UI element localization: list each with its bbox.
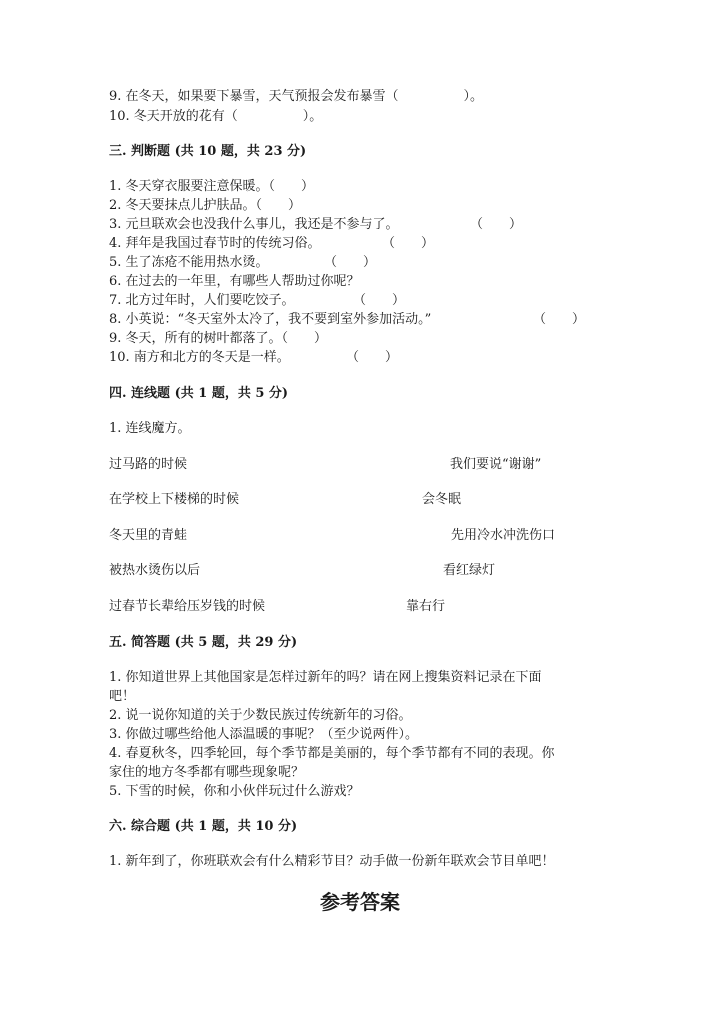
judge-item-1: 1. 冬天穿衣服要注意保暖。（ ） xyxy=(109,179,315,194)
section-heading-comprehensive: 六. 综合题 (共 1 题，共 10 分) xyxy=(109,819,298,834)
section-heading-matching: 四. 连线题 (共 1 题，共 5 分) xyxy=(109,386,289,401)
judge-item-5: 5. 生了冻疮不能用热水烫。 xyxy=(109,255,269,270)
section-heading-judge: 三. 判断题 (共 10 题，共 23 分) xyxy=(109,144,307,159)
fill-in-question-10: 10. 冬天开放的花有（ ）。 xyxy=(109,109,323,124)
short-answer-line: 吧！ xyxy=(109,689,136,704)
fill-in-question-9: 9. 在冬天，如果要下暴雪，天气预报会发布暴雪（ ）。 xyxy=(109,89,484,104)
matching-left-item-3: 冬天里的青蛙 xyxy=(109,528,188,543)
matching-question: 1. 连线魔方。 xyxy=(109,421,191,436)
matching-right-item-1: 我们要说“谢谢” xyxy=(450,457,542,472)
judge-item-2: 2. 冬天要抹点儿护肤品。（ ） xyxy=(109,198,302,213)
judge-item-3-answer-blank: （ ） xyxy=(470,217,523,232)
short-answer-line: 3. 你做过哪些给他人添温暖的事呢？（至少说两件）。 xyxy=(109,727,419,742)
matching-right-item-4: 看红绿灯 xyxy=(443,563,496,578)
judge-item-4: 4. 拜年是我国过春节时的传统习俗。 xyxy=(109,236,321,251)
matching-left-item-5: 过春节长辈给压岁钱的时候 xyxy=(109,599,266,614)
section-heading-short-answer: 五. 简答题 (共 5 题，共 29 分) xyxy=(109,635,298,650)
judge-item-5-answer-blank: （ ） xyxy=(324,255,377,270)
matching-left-item-4: 被热水烫伤以后 xyxy=(109,563,201,578)
matching-left-item-1: 过马路的时候 xyxy=(109,457,188,472)
short-answer-line: 家住的地方冬季都有哪些现象呢？ xyxy=(109,765,305,780)
matching-right-item-5: 靠右行 xyxy=(406,599,446,614)
comprehensive-question: 1. 新年到了，你班联欢会有什么精彩节目？动手做一份新年联欢会节目单吧！ xyxy=(109,854,555,869)
judge-item-8-answer-blank: （ ） xyxy=(533,312,586,327)
judge-item-7: 7. 北方过年时，人们要吃饺子。 xyxy=(109,293,295,308)
short-answer-line: 5. 下雪的时候，你和小伙伴玩过什么游戏？ xyxy=(109,784,360,799)
judge-item-10: 10. 南方和北方的冬天是一样。 xyxy=(109,350,290,365)
short-answer-line: 1. 你知道世界上其他国家是怎样过新年的吗？请在网上搜集资料记录在下面 xyxy=(109,670,542,685)
judge-item-6: 6. 在过去的一年里，有哪些人帮助过你呢？ xyxy=(109,274,360,289)
matching-left-item-2: 在学校上下楼梯的时候 xyxy=(109,492,240,507)
judge-item-10-answer-blank: （ ） xyxy=(346,350,399,365)
judge-item-7-answer-blank: （ ） xyxy=(353,293,406,308)
short-answer-line: 2. 说一说你知道的关于少数民族过传统新年的习俗。 xyxy=(109,708,412,723)
judge-item-3: 3. 元旦联欢会也没我什么事儿，我还是不参与了。 xyxy=(109,217,399,232)
judge-item-4-answer-blank: （ ） xyxy=(382,236,435,251)
judge-item-9: 9. 冬天，所有的树叶都落了。（ ） xyxy=(109,331,328,346)
matching-right-item-2: 会冬眠 xyxy=(422,492,462,507)
answer-key-title: 参考答案 xyxy=(320,890,400,914)
short-answer-line: 4. 春夏秋冬，四季轮回，每个季节都是美丽的，每个季节都有不同的表现。你 xyxy=(109,746,555,761)
judge-item-8: 8. 小英说：“冬天室外太冷了，我不要到室外参加活动。” xyxy=(109,312,432,327)
matching-right-item-3: 先用冷水冲洗伤口 xyxy=(451,528,556,543)
